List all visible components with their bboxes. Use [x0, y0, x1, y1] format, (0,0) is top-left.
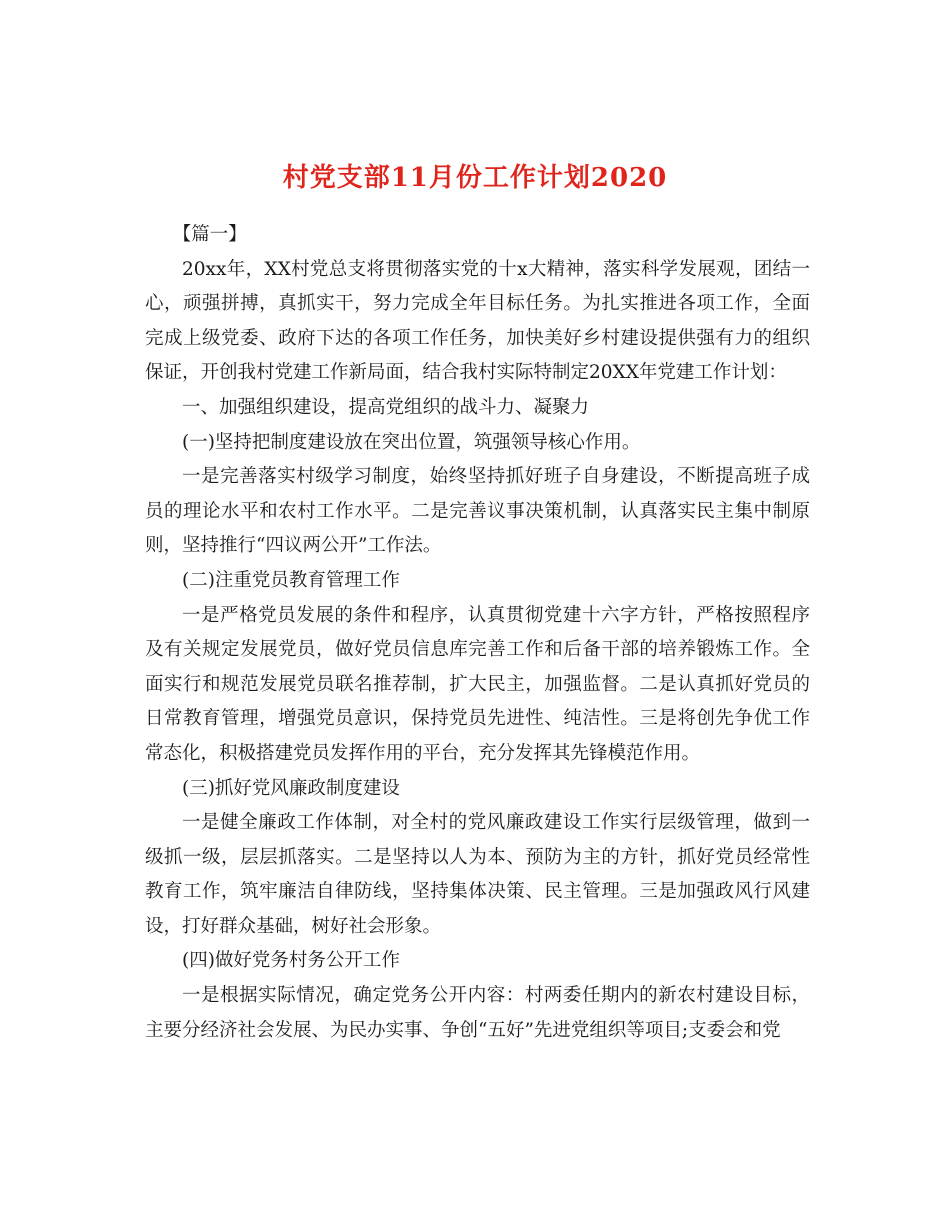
document-body — [145, 218, 810, 1048]
document-title: 村党支部11月份工作计划2020 — [282, 163, 668, 194]
body-paragraph-2: 一是严格党员发展的条件和程序，认真贯彻党建十六字方针，严格按照程序及有关规定发展党员，做好党员信息库完善工作和后备干部的培养锻炼工作。全面实行和规范发展党员联名推荐制，扩大民主，加强监督。二是认真抓好党员的日常教育管理，增强党员意识，保持党员先进性、纯洁性。三是将创先争优工作常态化，积极搭建党员发挥作用的平台，充分发挥其先锋模范作用。 — [145, 604, 810, 764]
subheading-3: (三)抓好党风廉政制度建设 — [182, 777, 400, 799]
heading-level-1: 一、加强组织建设，提高党组织的战斗力、凝聚力 — [182, 396, 590, 418]
intro-paragraph: 20xx年，XX村党总支将贯彻落实党的十x大精神，落实科学发展观，团结一心，顽强拼搏，真抓实干，努力完成全年目标任务。为扎实推进各项工作，全面完成上级党委、政府下达的各项工作任务，加快美好乡村建设提供强有力的组织保证，开创我村党建工作新局面，结合我村实际特制定20XX年党建工作计划： — [145, 258, 810, 384]
body-paragraph-4: 一是根据实际情况，确定党务公开内容：村两委任期内的新农村建设目标，主要分经济社会发展、为民办实事、争创“五好”先进党组织等项目;支委会和党 — [145, 985, 810, 1041]
subheading-2: (二)注重党员教育管理工作 — [182, 569, 400, 591]
body-paragraph-3: 一是健全廉政工作体制，对全村的党风廉政建设工作实行层级管理，做到一级抓一级，层层抓落实。二是坚持以人为本、预防为主的方针，抓好党员经常性教育工作，筑牢廉洁自律防线，坚持集体决策、民主管理。三是加强政风行风建设，打好群众基础，树好社会形象。 — [145, 812, 810, 937]
section-label: 【篇一】 — [172, 224, 247, 245]
subheading-1: (一)坚持把制度建设放在突出位置，筑强领导核心作用。 — [182, 431, 641, 453]
body-paragraph-1: 一是完善落实村级学习制度，始终坚持抓好班子自身建设，不断提高班子成员的理论水平和农村工作水平。二是完善议事决策机制，认真落实民主集中制原则，坚持推行“四议两公开”工作法。 — [145, 466, 810, 557]
subheading-4: (四)做好党务村务公开工作 — [182, 950, 400, 972]
